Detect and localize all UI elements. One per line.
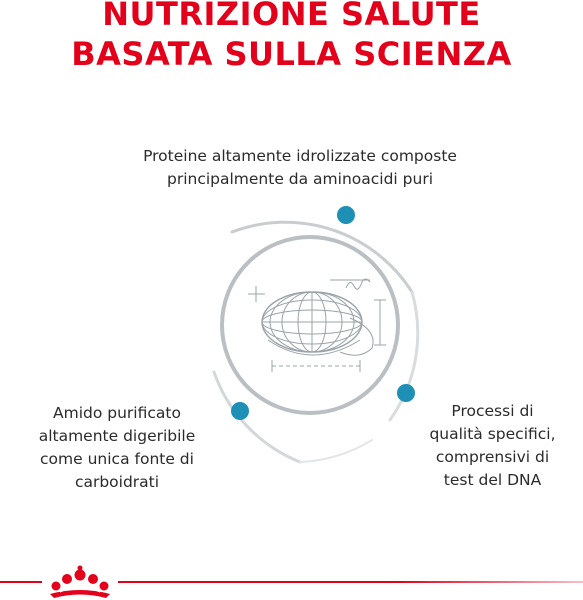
footer-rule-right <box>118 581 583 583</box>
feature-text-line: test del DNA <box>443 471 542 489</box>
inner-circle <box>222 237 398 413</box>
feature-text-line: carboidrati <box>74 473 160 491</box>
feature-text-line: comprensivi di <box>435 448 550 466</box>
royal-canin-crown-icon <box>44 564 116 598</box>
kibble-sketch <box>248 279 386 372</box>
marker-top <box>337 206 355 224</box>
headline-line-2: BASATA SULLA SCIENZA <box>71 35 512 73</box>
orbit-arcs <box>214 222 418 462</box>
marker-right <box>397 384 415 402</box>
feature-text-line: come unica fonte di <box>40 450 194 468</box>
outer-arc-left <box>214 372 300 462</box>
brand-footer <box>0 560 583 600</box>
feature-text-line: principalmente da aminoacidi puri <box>166 170 434 188</box>
outer-arc-bottom <box>300 440 372 462</box>
marker-left <box>231 402 249 420</box>
feature-text-line: qualità specifici, <box>429 425 556 443</box>
footer-rule-left <box>0 581 42 583</box>
headline-line-1: NUTRIZIONE SALUTE <box>102 0 481 33</box>
feature-text-line: Proteine altamente idrolizzate composte <box>143 147 457 165</box>
feature-text-line: Amido purificato <box>53 404 181 422</box>
feature-text-line: Processi di <box>451 402 534 420</box>
feature-text-line: altamente digeribile <box>38 427 196 445</box>
